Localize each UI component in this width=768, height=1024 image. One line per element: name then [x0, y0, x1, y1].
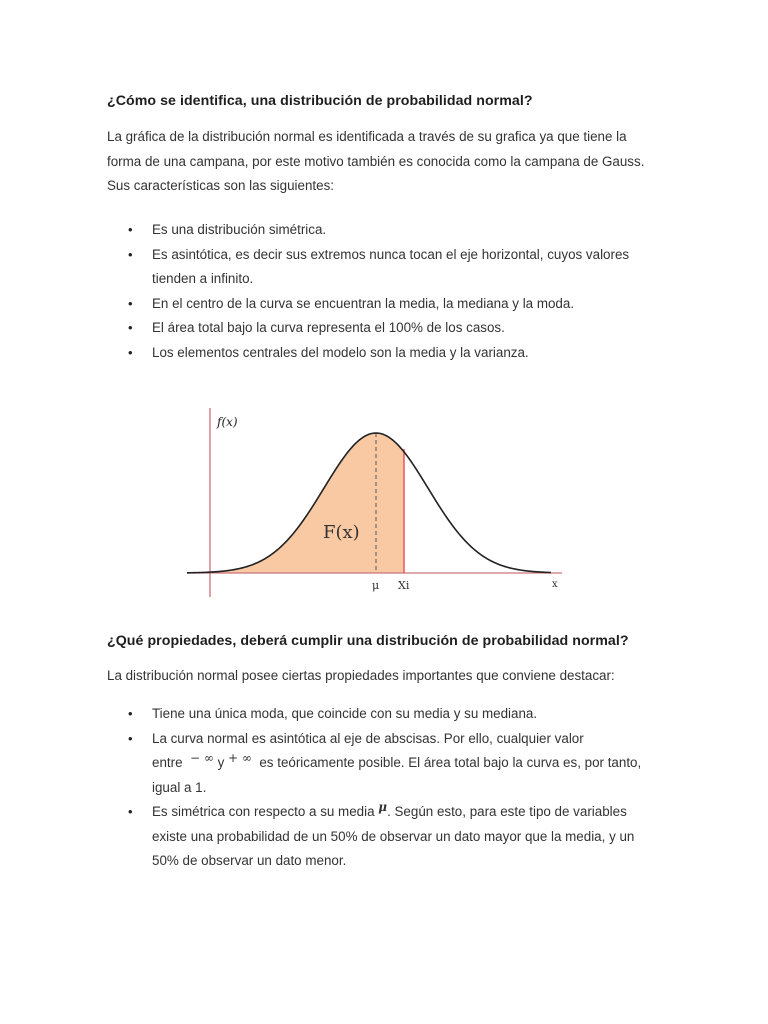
x-axis-label: x: [552, 579, 558, 590]
section1-intro: [107, 125, 661, 199]
section2-heading: ¿Qué propiedades, deberá cumplir una distribución de probabilidad normal?: [107, 633, 629, 649]
mu-label: μ: [372, 579, 380, 592]
minus-infinity-symbol: − ∞: [189, 751, 214, 765]
section2-intro: La distribución normal posee ciertas propiedades importantes que conviene destacar:: [107, 668, 615, 683]
normal-distribution-figure: [187, 400, 567, 600]
mu-symbol: μ: [378, 800, 388, 814]
section2-bullet-list: [107, 702, 661, 874]
y-axis-label: f(x): [217, 415, 238, 429]
xi-label: Xi: [398, 579, 410, 592]
intro-line-3: Sus características son las siguientes:: [107, 178, 335, 193]
section1-heading: ¿Cómo se identifica, una distribución de probabilidad normal?: [107, 93, 533, 109]
list-item: • Es simétrica con respecto a su media μ. Según esto, para este tipo de variables existe una probabilidad de un 50% de observar un dato mayor que la media, y un 50% de observar un dato menor.: [107, 800, 661, 874]
section1-bullet-list: [107, 218, 661, 365]
list-item: • El área total bajo la curva representa el 100% de los casos.: [107, 316, 661, 341]
area-label: F(x): [323, 522, 360, 543]
list-item: • Los elementos centrales del modelo son la media y la varianza.: [107, 341, 661, 366]
list-item: • En el centro de la curva se encuentran la media, la mediana y la moda.: [107, 292, 661, 317]
plus-infinity-symbol: + ∞: [228, 751, 252, 765]
list-item: • Es asintótica, es decir sus extremos nunca tocan el eje horizontal, cuyos valores tienden a infinito.: [107, 243, 661, 292]
list-item: • Tiene una única moda, que coincide con su media y su mediana.: [107, 702, 661, 727]
list-item: • Es una distribución simétrica.: [107, 218, 661, 243]
intro-line-1: La gráfica de la distribución normal es identificada a través de su grafica ya que tiene la: [107, 129, 627, 144]
list-item: • La curva normal es asintótica al eje de abscisas. Por ello, cualquier valor entre − ∞ y + ∞ es teóricamente posible. El área total bajo la curva es, por tanto, igual a 1.: [107, 727, 661, 801]
intro-line-2: forma de una campana, por este motivo también es conocida como la campana de Gauss.: [107, 153, 645, 169]
cumulative-area-fill: [187, 433, 404, 573]
